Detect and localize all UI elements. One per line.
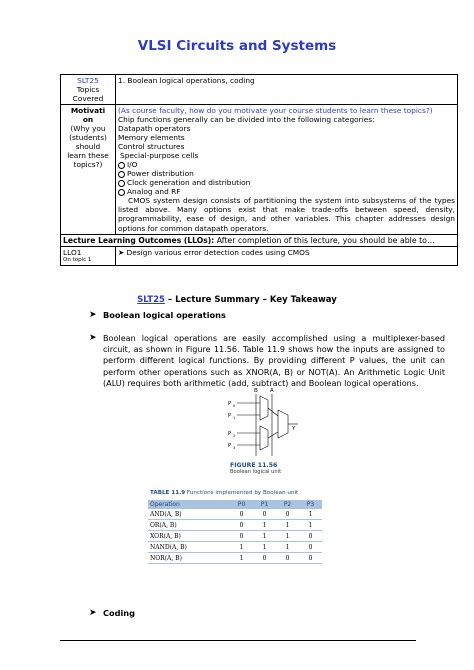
topics-table: [60, 74, 458, 266]
bullet-boolean-label: Boolean logical operations: [103, 310, 226, 320]
circle-item: [118, 187, 455, 196]
circle-item-label: Clock generation and distribution: [127, 178, 251, 188]
motivation-q4: learn these: [67, 151, 109, 161]
value-cell: 1: [276, 531, 299, 542]
label-p2: P: [228, 431, 232, 437]
value-cell: 1: [253, 520, 276, 531]
motivation-line: Memory elements: [118, 133, 185, 143]
value-cell: 0: [276, 509, 299, 520]
function-table-header: [148, 500, 322, 509]
value-cell: 0: [299, 531, 322, 542]
table-row: [148, 520, 322, 531]
motivation-question: (As course faculty, how do you motivate your course students to learn these topics?): [118, 106, 433, 116]
llo1-label: LLO1: [63, 248, 82, 258]
topics-code: SLT25: [77, 76, 99, 85]
llo1-row: [61, 247, 458, 266]
table-row: [148, 542, 322, 553]
boolean-paragraph: [89, 333, 445, 389]
motivation-q5: topics?): [73, 160, 103, 170]
topics-label-cell: [61, 75, 116, 105]
circle-bullet-icon: [118, 162, 125, 169]
header-p1: P1: [253, 500, 276, 509]
document-title: VLSI Circuits and Systems: [137, 38, 337, 54]
llo1-value: Design various error detection codes using CMOS: [126, 248, 310, 258]
value-cell: 1: [253, 531, 276, 542]
arrow-bullet-icon: ➤: [89, 310, 97, 320]
llo-heading-cell: [61, 234, 458, 247]
value-cell: 1: [230, 542, 253, 553]
motivation-line: Datapath operators: [118, 124, 191, 134]
motivation-q3: should: [75, 142, 101, 152]
motivation-value-cell: [116, 105, 458, 234]
circle-item-label: Analog and RF: [127, 187, 181, 197]
summary-title: [0, 295, 474, 305]
label-p1: P: [228, 413, 232, 419]
motivation-label-2: on: [82, 115, 94, 125]
footer-divider: [60, 640, 416, 641]
boolean-unit-figure: [222, 386, 312, 460]
value-cell: 0: [299, 553, 322, 564]
circle-bullet-icon: [118, 189, 125, 196]
op-cell: NOR(A, B): [148, 553, 230, 564]
header-p2: P2: [276, 500, 299, 509]
boolean-paragraph-text: Boolean logical operations are easily accomplished using a multiplexer-based circuit, as shown in Figure 11.56. Table 11.9 shows how the inputs are assigned to perform different logical functions. By providing different P values, the unit can perform other operations such as XNOR(A, B) or NOT(A). An Arithmetic Logic Unit (ALU) requires both arithmetic (add, subtract) and Boolean logical operations.: [103, 333, 445, 388]
circle-item-label: I/O: [127, 160, 138, 170]
motivation-label-cell: [61, 105, 116, 234]
circle-item-label: Power distribution: [127, 169, 194, 179]
label-p0-sub: 0: [233, 404, 236, 408]
function-table: [148, 500, 322, 564]
value-cell: 0: [230, 520, 253, 531]
op-cell: OR(A, B): [148, 520, 230, 531]
motivation-line: Chip functions generally can be divided into the following categories:: [118, 115, 375, 125]
label-p3-sub: 3: [233, 446, 236, 450]
arrow-bullet-icon: ➤: [118, 248, 127, 258]
llo-heading-rest: After completion of this lecture, you should be able to…: [214, 235, 435, 245]
value-cell: 1: [299, 520, 322, 531]
value-cell: 1: [276, 520, 299, 531]
arrow-bullet-icon: ➤: [89, 333, 97, 343]
header-p0: P0: [230, 500, 253, 509]
motivation-line: Control structures: [118, 142, 185, 152]
circle-bullet-icon: [118, 171, 125, 178]
value-cell: 0: [230, 531, 253, 542]
table-row: [148, 531, 322, 542]
llo1-label-cell: [61, 247, 116, 266]
value-cell: 0: [230, 509, 253, 520]
llo1-value-cell: [116, 247, 458, 266]
value-cell: 1: [276, 542, 299, 553]
motivation-q1: (Why you: [70, 124, 106, 134]
table-row: [148, 553, 322, 564]
label-p0: P: [228, 401, 232, 407]
topics-value: 1. Boolean logical operations, coding: [118, 76, 255, 85]
motivation-label: Motivati: [70, 106, 106, 116]
motivation-row: [61, 105, 458, 234]
topics-sub2: Covered: [72, 94, 104, 104]
topics-row: [61, 75, 458, 105]
value-cell: 1: [230, 553, 253, 564]
figure-caption: FIGURE 11.56: [230, 462, 278, 469]
topics-sub1: Topics: [76, 85, 100, 95]
value-cell: 0: [276, 553, 299, 564]
header-operation: Operation: [148, 500, 230, 509]
value-cell: 0: [253, 553, 276, 564]
circle-item: [118, 169, 455, 178]
label-b: B: [254, 388, 258, 394]
label-p3: P: [228, 443, 232, 449]
label-a: A: [270, 388, 274, 394]
value-cell: 0: [299, 542, 322, 553]
bullet-boolean: [89, 310, 226, 321]
header-p3: P3: [299, 500, 322, 509]
circle-bullet-icon: [118, 180, 125, 187]
topics-value-cell: [116, 75, 458, 105]
motivation-closing: CMOS system design consists of partitioning the system into subsystems of the types listed above. Many options exist that make trade-offs between speed, density, programmability, ease of design, and other variables. This chapter addresses design options for common datapath operators.: [118, 196, 455, 233]
motivation-q2: (students): [69, 133, 107, 143]
function-table-number: TABLE 11.9: [150, 490, 186, 496]
bullet-coding-label: Coding: [103, 608, 135, 618]
llo1-sub: On topic 1: [63, 257, 92, 264]
function-table-caption: Functions implemented by Boolean unit: [185, 490, 299, 496]
figure-subcaption: Boolean logical unit: [230, 469, 282, 475]
summary-code: SLT25: [137, 295, 165, 305]
circle-item: [118, 160, 455, 169]
label-y: Y: [292, 426, 296, 432]
function-table-title: [150, 490, 298, 496]
motivation-line: Special-purpose cells: [120, 151, 199, 161]
bullet-coding: [89, 608, 135, 619]
figure-caption-block: [230, 462, 281, 475]
arrow-bullet-icon: ➤: [89, 608, 97, 618]
table-row: [148, 509, 322, 520]
op-cell: XOR(A, B): [148, 531, 230, 542]
value-cell: 1: [299, 509, 322, 520]
op-cell: NAND(A, B): [148, 542, 230, 553]
label-p2-sub: 2: [233, 434, 236, 438]
value-cell: 0: [253, 509, 276, 520]
label-p1-sub: 1: [233, 416, 236, 420]
op-cell: AND(A, B): [148, 509, 230, 520]
value-cell: 1: [253, 542, 276, 553]
summary-title-rest: – Lecture Summary – Key Takeaway: [164, 295, 337, 305]
llo-heading-bold: Lecture Learning Outcomes (LLOs):: [63, 235, 215, 245]
circle-item: [118, 178, 455, 187]
llo-heading-row: [61, 234, 458, 247]
